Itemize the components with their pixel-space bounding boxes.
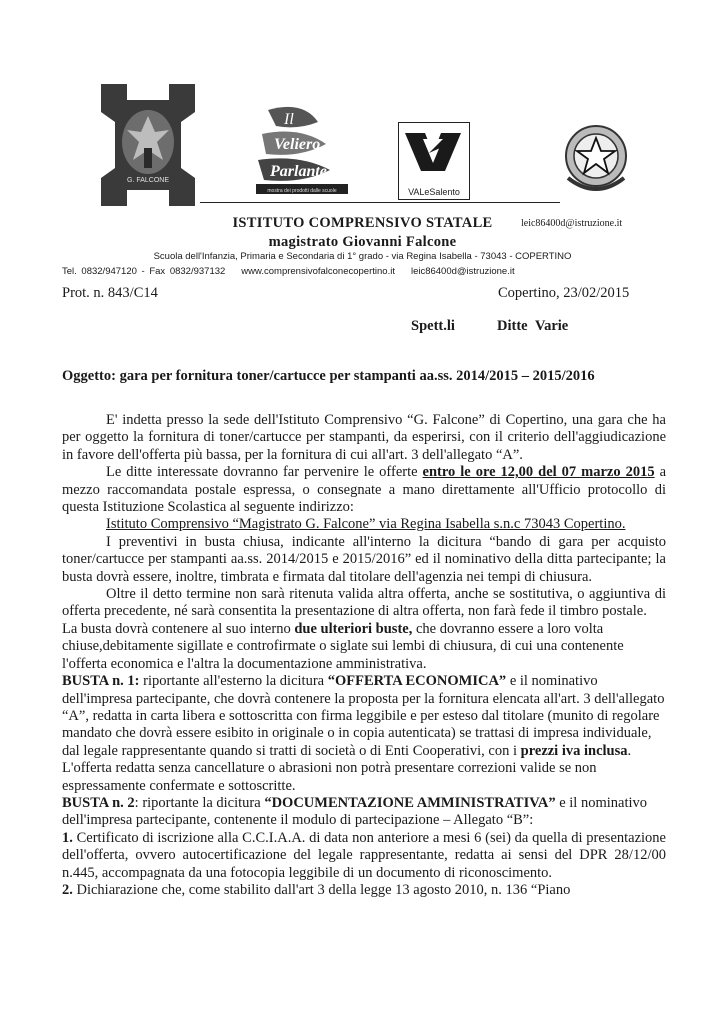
recipients: Ditte Varie bbox=[497, 318, 569, 334]
paragraph-intro: E' indetta presso la sede dell'Istituto Comprensivo “G. Falcone” di Copertino, una gara che ha per oggetto la fornitura di toner/cartucce per stampanti, da esperirsi, con il criterio dell'aggiudicazione in favore dell'offerta più bassa, per la fornitura di cui all'art. 3 dell'allegato “A”. bbox=[62, 412, 666, 463]
deadline: entro le ore 12,00 del 07 marzo 2015 bbox=[422, 464, 655, 481]
italian-republic-emblem bbox=[558, 118, 634, 198]
svg-text:Parlante: Parlante bbox=[270, 163, 327, 180]
institute-contacts bbox=[62, 266, 515, 277]
institute-title: ISTITUTO COMPRENSIVO STATALE bbox=[232, 215, 493, 231]
paragraph-corrections: L'offerta redatta senza cancellature o abrasioni non potrà presentare correzioni valide se non espressamente confermate e sottoscritte. bbox=[62, 760, 597, 794]
list-item: 2. Dichiarazione che, come stabilito dall'art 3 della legge 13 agosto 2010, n. 136 “Piano bbox=[62, 881, 571, 898]
paragraph-deadline: Le ditte interessate dovranno far pervenire le offerte entro le ore 12,00 del 07 marzo 2015 a mezzo raccomandata postale espressa, o consegnate a mano direttamente all'Ufficio protocollo di questa Istituzione Scolastica al seguente indirizzo: bbox=[62, 464, 667, 516]
place-date: Copertino, 23/02/2015 bbox=[498, 285, 630, 301]
valesalento-label: VALeSalento bbox=[408, 187, 460, 197]
institute-website[interactable]: www.comprensivofalconecopertino.it bbox=[241, 266, 395, 277]
list-item: 1. Certificato di iscrizione alla C.C.I.A.A. di data non anteriore a mesi 6 (sei) da quella di presentazione dell'offerta, ovvero autocertificazione del legale rappresentante, redatta ai sensi del DPR 28/12/00 n.445, accompagnata da una fotocopia leggibile di un documento di riconoscimento. bbox=[62, 829, 666, 881]
institute-phone-fax: Tel. 0832/947120 - Fax 0832/937132 bbox=[62, 266, 226, 277]
falcone-logo bbox=[97, 82, 199, 208]
paragraph-envelope: I preventivi in busta chiusa, indicante all'interno la dicitura “bando di gara per acquisto toner/cartucce per stampanti aa.ss. 2014/2015 e 2015/2016” ed il nominativo della ditta partecipante; la busta dovrà essere, inoltre, timbrata e firmata dal titolare dell'agenzia nei tempi di chiusura. bbox=[62, 533, 666, 585]
svg-text:mostra dei prodotti dalle scuo: mostra dei prodotti dalle scuole bbox=[267, 188, 337, 194]
institute-email-bottom[interactable]: leic86400d@istruzione.it bbox=[410, 266, 515, 277]
institute-name: magistrato Giovanni Falcone bbox=[268, 234, 457, 250]
envelope-1-label: BUSTA n. 1: bbox=[62, 673, 140, 690]
svg-text:G. FALCONE: G. FALCONE bbox=[126, 177, 170, 184]
paragraph-envelope-2: BUSTA n. 2: riportante la dicitura “DOCUMENTAZIONE AMMINISTRATIVA” e il nominativo dell'impresa partecipante, contenente il modulo di partecipazione – Allegato “B”: bbox=[62, 794, 647, 829]
paragraph-inner-envelopes: La busta dovrà contenere al suo interno due ulteriori buste, che dovranno essere a loro volta chiuse,debitamente sigillate e controfirmate o siglate sui lembi di chiusura, di cui una contenente l'offerta economica e l'altra la documentazione amministrativa. bbox=[62, 620, 624, 672]
paragraph-envelope-1: BUSTA n. 1: riportante all'esterno la dicitura “OFFERTA ECONOMICA” e il nominativo dell'impresa partecipante, che dovrà contenere la proposta per la fornitura elencata all'art. 3 dell'allegato “A”, redatta in carta libera e sottoscritta con firma leggibile e per esteso dal titolare (munito di regolare mandato che dovrà essere esibito in originale o in copia autenticata) se trattasi di impresa individuale, dal legale rappresentante quando si tratti di società o di Enti Cooperativi, con i prezzi iva inclusa. bbox=[62, 673, 665, 759]
header-divider bbox=[200, 202, 560, 203]
subject-line: Oggetto: gara per fornitura toner/cartucce per stampanti aa.ss. 2014/2015 – 2015/2016 bbox=[62, 368, 595, 384]
salutation: Spett.li bbox=[411, 318, 455, 334]
protocol-number: Prot. n. 843/C14 bbox=[62, 285, 158, 301]
valesalento-logo bbox=[398, 122, 470, 200]
veliero-parlante-logo bbox=[248, 100, 358, 200]
institute-schools-address: Scuola dell'Infanzia, Primaria e Secondaria di 1° grado - via Regina Isabella - 73043 - COPERTINO bbox=[153, 251, 572, 262]
letter-body bbox=[62, 412, 666, 899]
svg-text:Veliero: Veliero bbox=[274, 136, 321, 153]
svg-text:Il: Il bbox=[284, 111, 294, 128]
delivery-address: Istituto Comprensivo “Magistrato G. Falcone” via Regina Isabella s.n.c 73043 Copertino. bbox=[106, 516, 626, 533]
institute-email-top[interactable]: leic86400d@istruzione.it bbox=[521, 218, 623, 229]
paragraph-late-offers: Oltre il detto termine non sarà ritenuta valida altra offerta, anche se sostitutiva, o aggiuntiva di offerta precedente, né sarà consentita la presentazione di altra offerta, non farà fede il timbro postale. bbox=[62, 586, 666, 620]
envelope-2-label: BUSTA n. 2 bbox=[62, 794, 135, 811]
